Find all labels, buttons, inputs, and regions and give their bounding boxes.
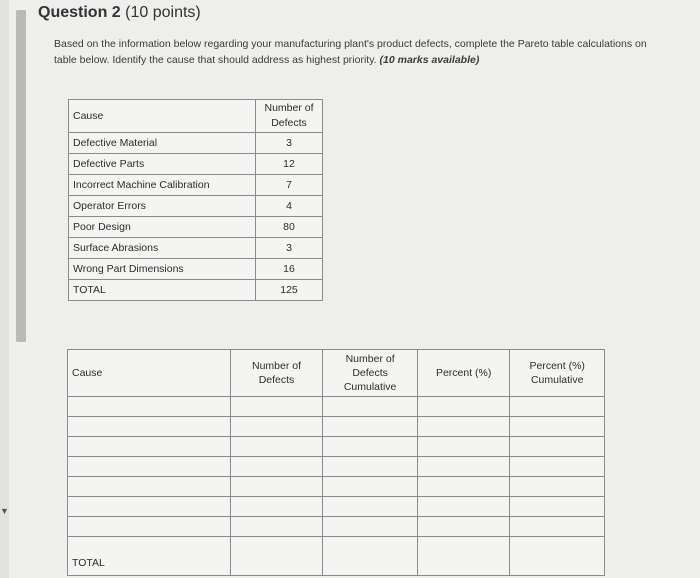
- cause-cell: Incorrect Machine Calibration: [69, 175, 256, 196]
- empty-cell[interactable]: [230, 497, 323, 517]
- empty-cell[interactable]: [68, 517, 231, 537]
- cause-header: Cause: [69, 100, 256, 133]
- table-row: [68, 397, 605, 417]
- pareto-header-3: Percent (%): [417, 350, 510, 397]
- empty-cell[interactable]: [510, 537, 605, 576]
- empty-cell[interactable]: [230, 397, 323, 417]
- empty-cell[interactable]: [417, 437, 510, 457]
- table-row: [68, 517, 605, 537]
- empty-cell[interactable]: [323, 417, 418, 437]
- cause-cell: Wrong Part Dimensions: [69, 259, 256, 280]
- pareto-header-0: Cause: [68, 350, 231, 397]
- empty-cell[interactable]: [68, 477, 231, 497]
- table-row: [68, 437, 605, 457]
- defects-table-header: [69, 100, 323, 133]
- table-row: [68, 417, 605, 437]
- table-row: [69, 133, 323, 154]
- empty-cell[interactable]: [510, 497, 605, 517]
- table-row: [69, 196, 323, 217]
- empty-cell[interactable]: [417, 497, 510, 517]
- empty-cell[interactable]: [510, 457, 605, 477]
- empty-cell[interactable]: [323, 437, 418, 457]
- cause-cell: Poor Design: [69, 217, 256, 238]
- empty-cell[interactable]: [323, 537, 418, 576]
- cause-cell: Defective Parts: [69, 154, 256, 175]
- defects-count-cell: 16: [256, 259, 323, 280]
- pareto-header-1: Number of Defects: [230, 350, 323, 397]
- empty-cell[interactable]: [417, 397, 510, 417]
- table-row: [69, 259, 323, 280]
- empty-cell[interactable]: [68, 457, 231, 477]
- table-row: [68, 497, 605, 517]
- empty-cell[interactable]: [510, 417, 605, 437]
- cause-cell: Operator Errors: [69, 196, 256, 217]
- empty-cell[interactable]: [323, 397, 418, 417]
- empty-cell[interactable]: [510, 477, 605, 497]
- empty-cell[interactable]: [230, 437, 323, 457]
- caret-down-icon[interactable]: ▼: [0, 506, 9, 516]
- total-label: TOTAL: [69, 280, 256, 301]
- empty-cell[interactable]: [68, 497, 231, 517]
- question-points: (10 points): [125, 4, 201, 21]
- total-label: TOTAL: [68, 537, 231, 576]
- empty-cell[interactable]: [510, 517, 605, 537]
- empty-cell[interactable]: [417, 417, 510, 437]
- empty-cell[interactable]: [323, 457, 418, 477]
- defects-count-cell: 80: [256, 217, 323, 238]
- table-row: [69, 175, 323, 196]
- table-row: [69, 238, 323, 259]
- pareto-header-4: Percent (%) Cumulative: [510, 350, 605, 397]
- question-instructions: Based on the information below regarding your manufacturing plant's product defects, complete the Pareto table calculations on table below. Identify the cause that should address as highest priority. (10 marks available): [54, 38, 647, 66]
- marks-available: (10 marks available): [379, 54, 480, 66]
- empty-cell[interactable]: [323, 517, 418, 537]
- empty-cell[interactable]: [510, 437, 605, 457]
- empty-cell[interactable]: [230, 457, 323, 477]
- question-page: [28, 0, 700, 578]
- cause-cell: Defective Material: [69, 133, 256, 154]
- total-row: [68, 537, 605, 576]
- defects-count-cell: 3: [256, 133, 323, 154]
- pareto-table-body: [68, 397, 605, 576]
- total-value: 125: [256, 280, 323, 301]
- empty-cell[interactable]: [68, 417, 231, 437]
- defects-count-cell: 4: [256, 196, 323, 217]
- defects-table: [68, 99, 323, 301]
- empty-cell[interactable]: [510, 397, 605, 417]
- empty-cell[interactable]: [323, 477, 418, 497]
- empty-cell[interactable]: [417, 537, 510, 576]
- empty-cell[interactable]: [417, 457, 510, 477]
- pareto-table: [67, 349, 605, 576]
- table-row: [68, 457, 605, 477]
- empty-cell[interactable]: [68, 437, 231, 457]
- empty-cell[interactable]: [230, 477, 323, 497]
- scrollbar-thumb[interactable]: [16, 10, 26, 342]
- table-row: [69, 154, 323, 175]
- defects-count-cell: 12: [256, 154, 323, 175]
- scrollbar-track[interactable]: [0, 0, 9, 578]
- empty-cell[interactable]: [417, 517, 510, 537]
- question-title: Question 2 (10 points): [38, 4, 201, 21]
- empty-cell[interactable]: [417, 477, 510, 497]
- defects-count-cell: 3: [256, 238, 323, 259]
- empty-cell[interactable]: [230, 417, 323, 437]
- pareto-table-header: [68, 350, 605, 397]
- number-of-defects-header: Number of Defects: [256, 100, 323, 133]
- defects-table-body: [69, 133, 323, 301]
- empty-cell[interactable]: [230, 537, 323, 576]
- empty-cell[interactable]: [230, 517, 323, 537]
- defects-count-cell: 7: [256, 175, 323, 196]
- pareto-header-2: Number of Defects Cumulative: [323, 350, 418, 397]
- cause-cell: Surface Abrasions: [69, 238, 256, 259]
- table-row: [68, 477, 605, 497]
- empty-cell[interactable]: [68, 397, 231, 417]
- table-row: [69, 217, 323, 238]
- empty-cell[interactable]: [323, 497, 418, 517]
- total-row: [69, 280, 323, 301]
